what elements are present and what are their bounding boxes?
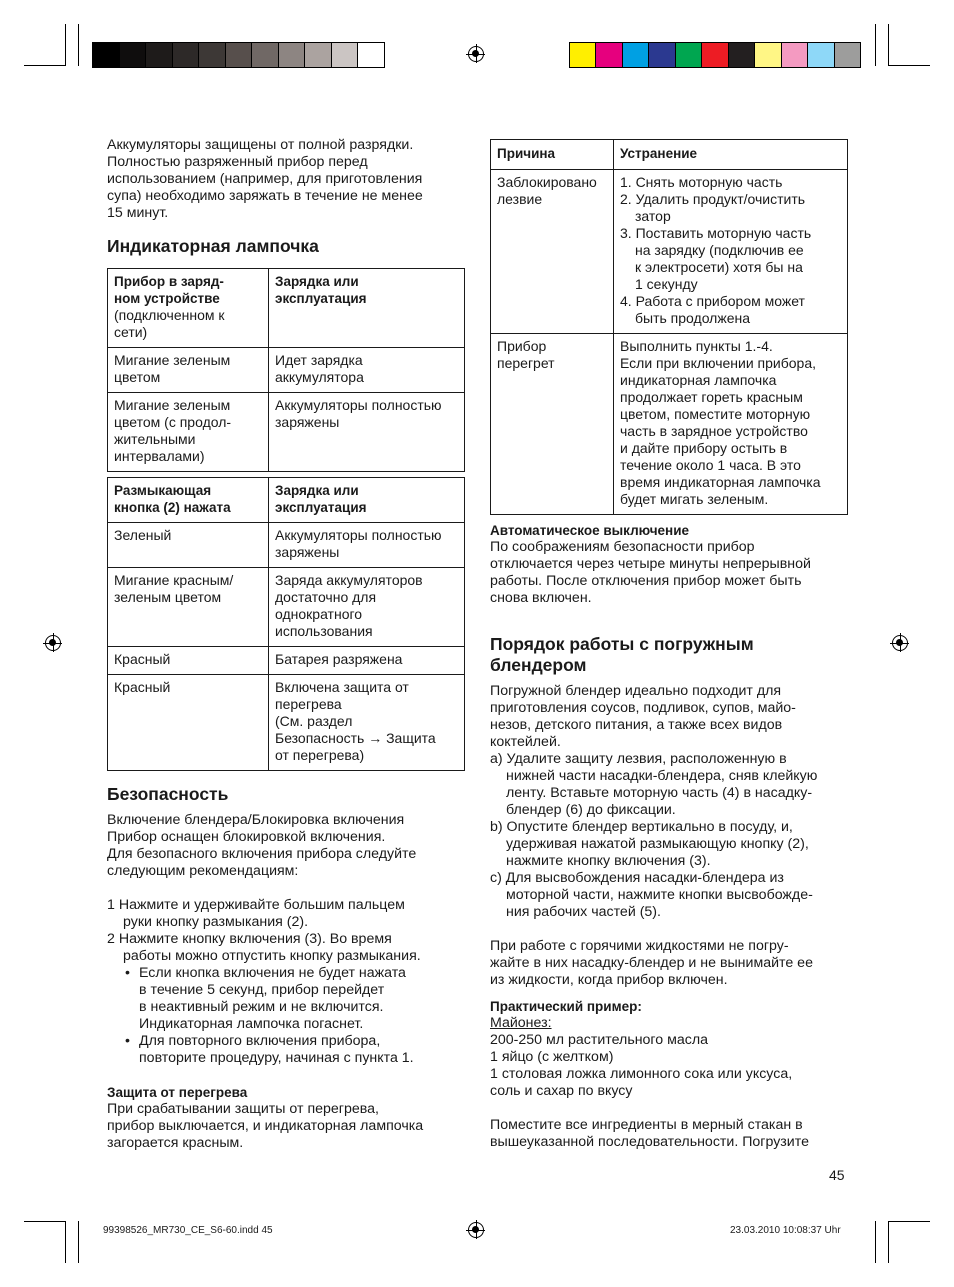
mayo-label: Майонез: xyxy=(490,1015,552,1031)
color-swatch xyxy=(702,43,728,67)
color-swatch xyxy=(596,43,622,67)
table-header-cell: Прибор в заряд- ном устройстве (подключенном к сети) xyxy=(108,269,269,348)
crop-mark xyxy=(888,24,889,66)
list-item: • Если кнопка включения не будет нажата xyxy=(107,965,457,982)
intro-paragraph: Аккумуляторы защищены от полной разрядки. Полностью разряженный прибор перед использованием (например, для приготовления супа) необходимо заряжать в течение не менее 15 минут. xyxy=(107,137,423,221)
color-swatch xyxy=(755,43,781,67)
overheat-section: Защита от перегрева При срабатывании защиты от перегрева, прибор выключается, и индикаторная лампочка загорается красным. xyxy=(107,1085,424,1151)
crop-mark xyxy=(888,65,930,66)
table-cell: Аккумуляторы полностью заряжены xyxy=(269,393,465,472)
table-cell: Батарея разряжена xyxy=(269,647,465,675)
usage-text: Погружной блендер идеально подходит для приготовления соусов, подливок, супов, майо- незов, детского питания, а также всех видов коктейлей. a) Удалите защиту лезвия, расположенную в нижней части насадки-блендера, сняв клейкую ленту. Вставьте моторную часть (4) в насадку- блендер (6) до фиксации. b) Опустите блендер вертикально в посуду, и, удерживая нажатой размыкающую кнопку (2), нажмите кнопку включения (3). c) Для высвобождения насадки-блендера из моторной части, нажмите кнопки высвобожде- ния рабочих частей (5). При работе с горячими жидкостями не погру- жайте в них насадку-блендер и не вынимайте ее из жидкости, когда прибор включен. xyxy=(490,683,850,989)
crop-mark xyxy=(875,24,876,66)
overheat-heading: Защита от перегрева xyxy=(107,1085,248,1100)
release-button-table xyxy=(107,477,465,771)
table-row xyxy=(491,140,848,170)
table-row xyxy=(108,568,465,647)
color-swatch xyxy=(649,43,675,67)
color-swatch xyxy=(93,43,120,67)
crop-mark xyxy=(875,1221,876,1263)
footer-timestamp: 23.03.2010 10:08:37 Uhr xyxy=(730,1225,841,1236)
registration-mark-icon xyxy=(468,46,484,62)
table-cell: Идет зарядка аккумулятора xyxy=(269,348,465,393)
color-swatch xyxy=(623,43,649,67)
indicator-table xyxy=(107,268,465,472)
usage-heading: Порядок работы с погружным блендером xyxy=(490,634,754,675)
table-cell: Включена защита от перегрева (См. раздел Безопасность → Защита от перегрева) xyxy=(269,675,465,771)
crop-mark xyxy=(78,1221,79,1263)
crop-mark xyxy=(65,24,66,66)
color-swatch xyxy=(570,43,596,67)
table-header-cell: Размыкающая кнопка (2) нажата xyxy=(108,478,269,523)
safety-heading: Безопасность xyxy=(107,784,229,804)
troubleshooting-table xyxy=(490,139,848,515)
color-swatch xyxy=(120,43,147,67)
registration-mark-icon xyxy=(468,1222,484,1238)
list-item: a) Удалите защиту лезвия, расположенную в xyxy=(490,751,787,767)
registration-mark-icon xyxy=(45,635,61,651)
table-cell: Аккумуляторы полностью заряжены xyxy=(269,523,465,568)
crop-mark xyxy=(888,1221,930,1222)
auto-off-heading: Автоматическое выключение xyxy=(490,523,690,538)
registration-mark-icon xyxy=(892,635,908,651)
list-item: c) Для высвобождения насадки-блендера из xyxy=(490,870,784,886)
crop-mark xyxy=(78,24,79,66)
example-heading: Практический пример: xyxy=(490,999,642,1014)
table-cell: Заряда аккумуляторов достаточно для однократного использования xyxy=(269,568,465,647)
safety-paragraph: Включение блендера/Блокировка включения Прибор оснащен блокировкой включения. Для безопасного включения прибора следуйте следующим рекомендациям: xyxy=(107,812,417,879)
crop-mark xyxy=(888,1221,889,1263)
color-swatch xyxy=(332,43,359,67)
color-swatch xyxy=(358,43,384,67)
color-swatch xyxy=(173,43,200,67)
color-swatch xyxy=(729,43,755,67)
table-cell: Мигание зеленым цветом xyxy=(108,348,269,393)
table-cell: Зеленый xyxy=(108,523,269,568)
table-row xyxy=(108,393,465,472)
color-swatch xyxy=(146,43,173,67)
table-cell: Мигание зеленым цветом (с продол- жительными интервалами) xyxy=(108,393,269,472)
list-item: b) Опустите блендер вертикально в посуду, и, xyxy=(490,819,793,835)
table-row xyxy=(491,170,848,334)
table-cell: Мигание красным/ зеленым цветом xyxy=(108,568,269,647)
table-cell: Красный xyxy=(108,675,269,771)
footer-file-info: 99398526_MR730_CE_S6-60.indd 45 xyxy=(103,1225,273,1236)
color-swatch xyxy=(808,43,834,67)
color-swatch xyxy=(199,43,226,67)
color-swatch xyxy=(835,43,860,67)
table-cell: 1. Снять моторную часть 2. Удалить продукт/очистить затор 3. Поставить моторную часть на зарядку (подключив ее к электросети) хотя бы на 1 секунду 4. Работа с прибором может быть продолжена xyxy=(614,170,848,334)
table-row xyxy=(108,269,465,348)
list-item: • Для повторного включения прибора, xyxy=(107,1033,457,1050)
table-row xyxy=(108,647,465,675)
table-header-cell: Причина xyxy=(491,140,614,170)
crop-mark xyxy=(65,1221,66,1263)
table-header-cell: Устранение xyxy=(614,140,848,170)
table-cell: Выполнить пункты 1.-4. Если при включении прибора, индикаторная лампочка продолжает гореть красным цветом, поместите моторную часть в зарядное устройство и дайте прибору остыть в течение около 1 часа. В это время индикаторная лампочка будет мигать зеленым. xyxy=(614,334,848,515)
color-swatch xyxy=(226,43,253,67)
cmyk-color-bar xyxy=(569,42,861,68)
color-swatch xyxy=(279,43,306,67)
color-swatch xyxy=(782,43,808,67)
safety-steps: 1 Нажмите и удерживайте большим пальцем руки кнопку размыкания (2). 2 Нажмите кнопку включения (3). Во время работы можно отпустить кнопку размыкания. • Если кнопка включения не будет нажата в течение 5 секунд, прибор перейдет в неактивный режим и не включится. Индикаторная лампочка погаснет. • Для повторного включения прибора, повторите процедуру, начиная с пункта 1. xyxy=(107,897,457,1067)
table-row xyxy=(108,478,465,523)
crop-mark xyxy=(24,65,66,66)
indicator-heading: Индикаторная лампочка xyxy=(107,236,319,256)
color-swatch xyxy=(305,43,332,67)
table-row xyxy=(108,675,465,771)
color-swatch xyxy=(676,43,702,67)
table-cell: Прибор перегрет xyxy=(491,334,614,515)
table-row xyxy=(108,348,465,393)
table-header-cell: Зарядка или эксплуатация xyxy=(269,269,465,348)
crop-mark xyxy=(24,1221,66,1222)
page-number: 45 xyxy=(829,1167,845,1183)
auto-off-section: Автоматическое выключение По соображениям безопасности прибор отключается через четыре минуты непрерывной работы. После отключения прибор может быть снова включен. xyxy=(490,523,811,606)
table-header-cell: Зарядка или эксплуатация xyxy=(269,478,465,523)
table-cell: Заблокировано лезвие xyxy=(491,170,614,334)
table-row xyxy=(108,523,465,568)
table-cell: Красный xyxy=(108,647,269,675)
grayscale-color-bar xyxy=(92,42,385,68)
table-row xyxy=(491,334,848,515)
example-section: Практический пример: Майонез: 200-250 мл растительного масла 1 яйцо (с желтком) 1 столовая ложка лимонного сока или уксуса, соль и сахар по вкусу Поместите все ингредиенты в мерный стакан в вышеуказанной последовательности. Погрузите xyxy=(490,999,809,1150)
color-swatch xyxy=(252,43,279,67)
